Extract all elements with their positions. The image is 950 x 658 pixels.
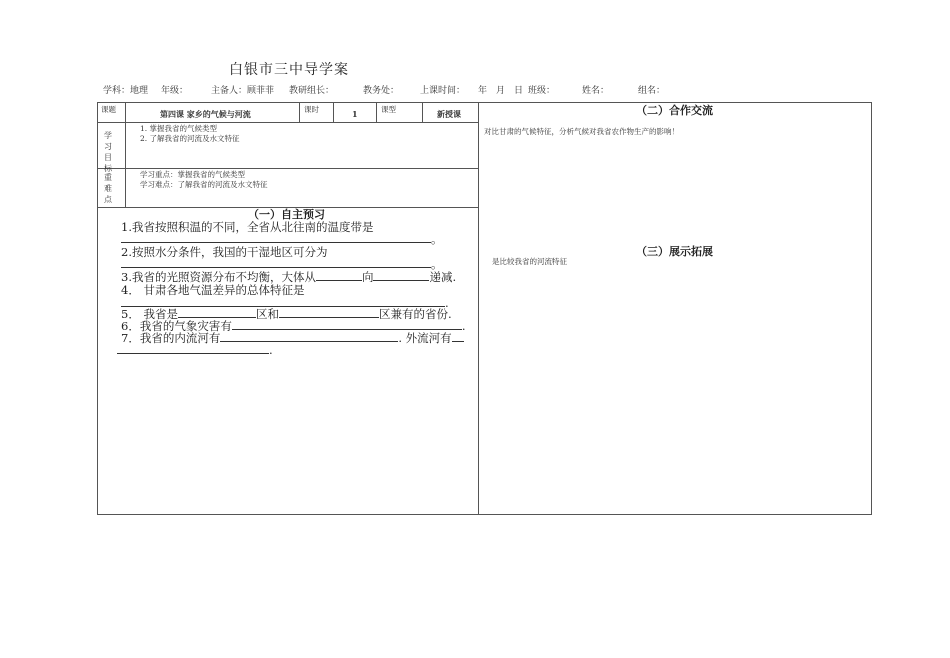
question-7-answer xyxy=(117,342,273,357)
answer-blank[interactable] xyxy=(178,306,256,318)
answer-blank[interactable] xyxy=(452,330,464,342)
key-focus: 学习重点：掌握我省的气候类型 xyxy=(140,170,245,179)
question-3-mid: 向 xyxy=(361,270,374,284)
question-4-text: 4． 甘肃各地气温差异的总体特征是 xyxy=(121,283,305,297)
cell-divider xyxy=(422,102,423,122)
answer-blank[interactable] xyxy=(316,269,362,281)
month-field: 月 xyxy=(496,86,506,96)
class-time-field: 上课时间： xyxy=(420,86,466,96)
question-6-end: . xyxy=(461,319,466,333)
answer-blank[interactable] xyxy=(117,342,269,354)
key-points-label: 重难点 xyxy=(104,173,112,204)
goal-item: 1. 掌握我省的气候类型 xyxy=(140,124,218,133)
answer-blank[interactable] xyxy=(373,269,429,281)
hours-label: 课时 xyxy=(304,105,319,114)
preview-heading: （一）自主预习 xyxy=(248,208,325,221)
extend-heading: （三）展示拓展 xyxy=(636,245,713,258)
goal-item: 2. 了解我省的河流及水文特征 xyxy=(140,134,240,143)
cell-divider xyxy=(333,102,334,122)
column-divider xyxy=(478,102,479,515)
question-6-text: 6．我省的气象灾害有 xyxy=(121,319,232,333)
cell-divider xyxy=(299,102,300,122)
type-label: 课型 xyxy=(381,105,396,114)
class-grade-field: 班级： xyxy=(528,86,556,96)
question-5-mid: 区和 xyxy=(255,307,279,321)
question-5-end: 区兼有的省份. xyxy=(378,307,452,321)
topic-label: 课题 xyxy=(101,105,116,114)
group-field: 组名： xyxy=(638,86,666,96)
key-difficulty: 学习难点：了解我省的河流及水文特征 xyxy=(140,180,268,189)
answer-blank[interactable] xyxy=(279,306,379,318)
question-7-text: 7．我省的内流河有 xyxy=(121,331,221,345)
goals-label: 学习目标 xyxy=(104,131,112,173)
question-3-end: 递减. xyxy=(429,270,457,284)
type-value: 新授课 xyxy=(437,109,461,119)
question-7-mid: . 外流河有 xyxy=(398,331,452,345)
question-7-end: . xyxy=(269,343,273,357)
answer-blank[interactable] xyxy=(232,318,462,330)
grade-field: 年级： xyxy=(161,86,189,96)
question-5-text: 5． 我省是 xyxy=(121,307,178,321)
extend-text: 是比较我省的河流特征 xyxy=(492,257,567,266)
answer-blank[interactable] xyxy=(121,231,431,243)
question-1-text: 1.我省按照积温的不同，全省从北往南的温度带是 xyxy=(121,220,374,234)
question-3-text: 3.我省的光照资源分布不均衡，大体从 xyxy=(121,270,316,284)
question-1-end: 。 xyxy=(431,232,443,246)
hours-value: 1 xyxy=(352,109,358,119)
page-title: 白银市三中导学案 xyxy=(229,62,349,78)
answer-blank[interactable] xyxy=(121,256,431,268)
topic-value: 第四课 家乡的气候与河流 xyxy=(160,109,251,119)
question-2-text: 2.按照水分条件，我国的干湿地区可分为 xyxy=(121,245,328,259)
office-field: 教务处： xyxy=(363,86,400,96)
label-column-divider xyxy=(125,102,126,207)
name-field: 姓名： xyxy=(582,86,610,96)
day-field: 日 xyxy=(514,86,524,96)
preparer-field: 主备人：顾菲菲 xyxy=(211,86,275,96)
question-2-end: 。 xyxy=(431,257,443,271)
subject-field: 学科：地理 xyxy=(103,86,149,96)
leader-field: 教研组长： xyxy=(289,86,335,96)
cooperate-heading: （二）合作交流 xyxy=(636,104,713,117)
answer-blank[interactable] xyxy=(220,330,398,342)
cell-divider xyxy=(376,102,377,122)
cooperate-text: 对比甘肃的气候特征，分析气候对我省农作物生产的影响！ xyxy=(484,127,679,136)
question-4-end: . xyxy=(445,296,449,310)
year-field: 年 xyxy=(478,86,488,96)
